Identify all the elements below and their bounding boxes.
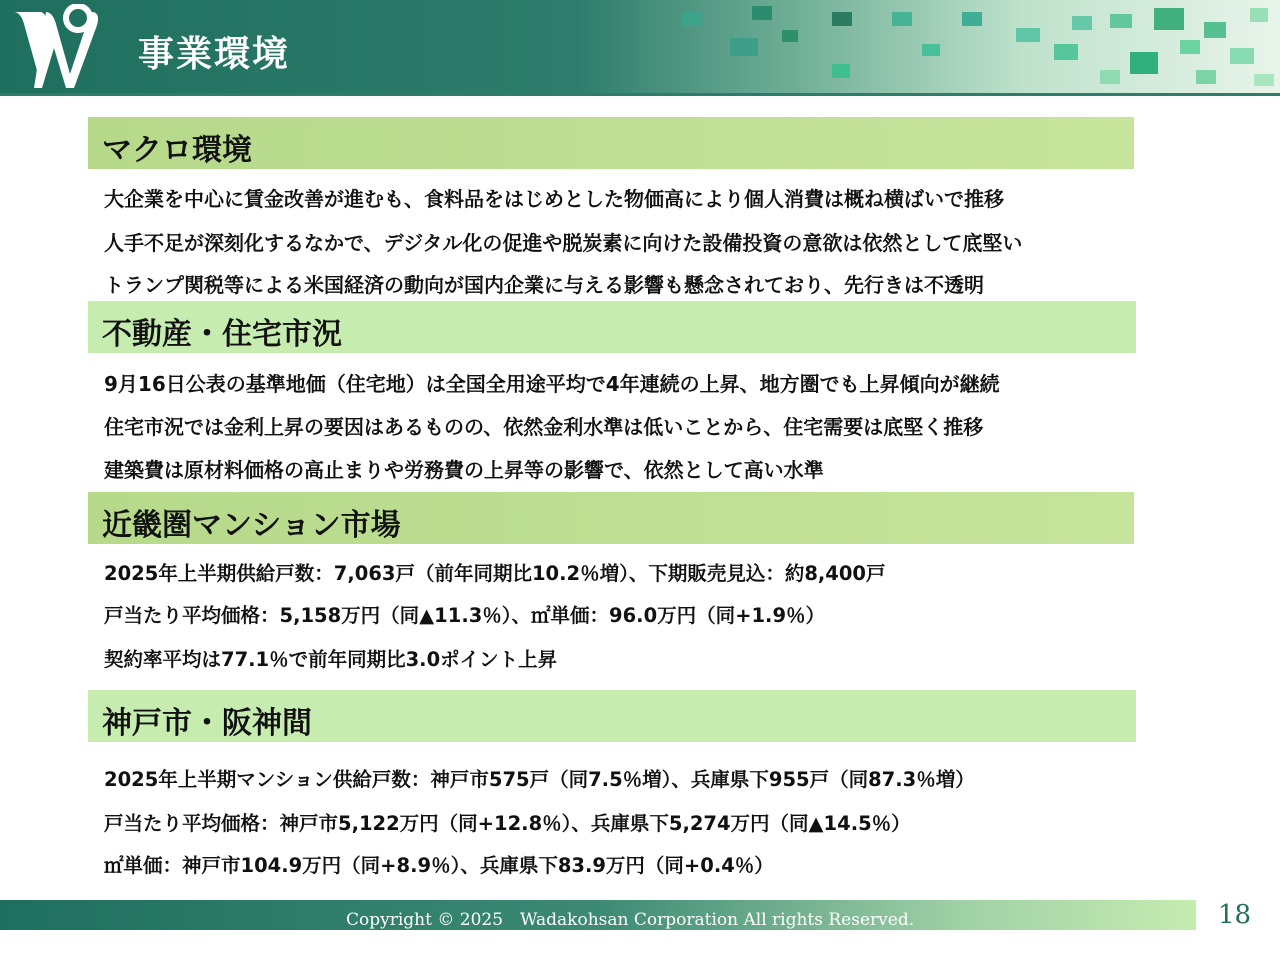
- copyright-text: Copyright © 2025 Wadakohsan Corporation All rights Reserved.: [346, 910, 915, 930]
- bullet-text: 戸当たり平均価格：神戸市5,122万円（同+12.8％）、兵庫県下5,274万円（同▲14.5％）: [104, 812, 911, 835]
- page-number: 18: [1218, 900, 1252, 930]
- bullet-text: トランプ関税等による米国経済の動向が国内企業に与える影響も懸念されており、先行きは不透明: [104, 273, 984, 297]
- section-header-real-estate: [88, 301, 1136, 353]
- bullet-text: ㎡単価：神戸市104.9万円（同+8.9％）、兵庫県下83.9万円（同+0.4％）: [104, 854, 774, 877]
- bullet-text: 人手不足が深刻化するなかで、デジタル化の促進や脱炭素に向けた設備投資の意欲は依然として底堅い: [104, 231, 1023, 255]
- bullet-text: 2025年上半期マンション供給戸数：神戸市575戸（同7.5％増）、兵庫県下955戸（同87.3％増）: [104, 768, 975, 791]
- section-header-kinki-condo: [88, 492, 1134, 544]
- bullet-text: 建築費は原材料価格の高止まりや労務費の上昇等の影響で、依然として高い水準: [104, 458, 824, 482]
- bullet-text: 大企業を中心に賃金改善が進むも、食料品をはじめとした物価高により個人消費は概ね横ばいで推移: [104, 187, 1004, 211]
- bullet-text: 住宅市況では金利上昇の要因はあるものの、依然金利水準は低いことから、住宅需要は底堅く推移: [104, 415, 984, 439]
- section-header-kobe-hanshin: [88, 690, 1136, 742]
- page-title: 事業環境: [138, 34, 291, 75]
- header-divider: [0, 93, 1280, 96]
- w-logo-icon: [8, 4, 104, 90]
- section-title: 不動産・住宅市況: [102, 317, 342, 352]
- slide-header: [0, 0, 1280, 93]
- bullet-text: 9月16日公表の基準地価（住宅地）は全国全用途平均で4年連続の上昇、地方圏でも上昇傾向が継続: [104, 372, 1000, 396]
- bullet-text: 2025年上半期供給戸数：7,063戸（前年同期比10.2％増）、下期販売見込：約8,400戸: [104, 562, 886, 585]
- header-mosaic-decoration: [660, 0, 1280, 93]
- section-title: 近畿圏マンション市場: [102, 508, 401, 543]
- section-title: 神戸市・阪神間: [102, 706, 312, 741]
- slide-footer: [0, 900, 1196, 930]
- section-header-macro: [88, 117, 1134, 169]
- bullet-text: 戸当たり平均価格：5,158万円（同▲11.3％）、㎡単価：96.0万円（同+1.9％）: [104, 604, 826, 627]
- section-title: マクロ環境: [102, 133, 252, 168]
- bullet-text: 契約率平均は77.1％で前年同期比3.0ポイント上昇: [104, 648, 558, 671]
